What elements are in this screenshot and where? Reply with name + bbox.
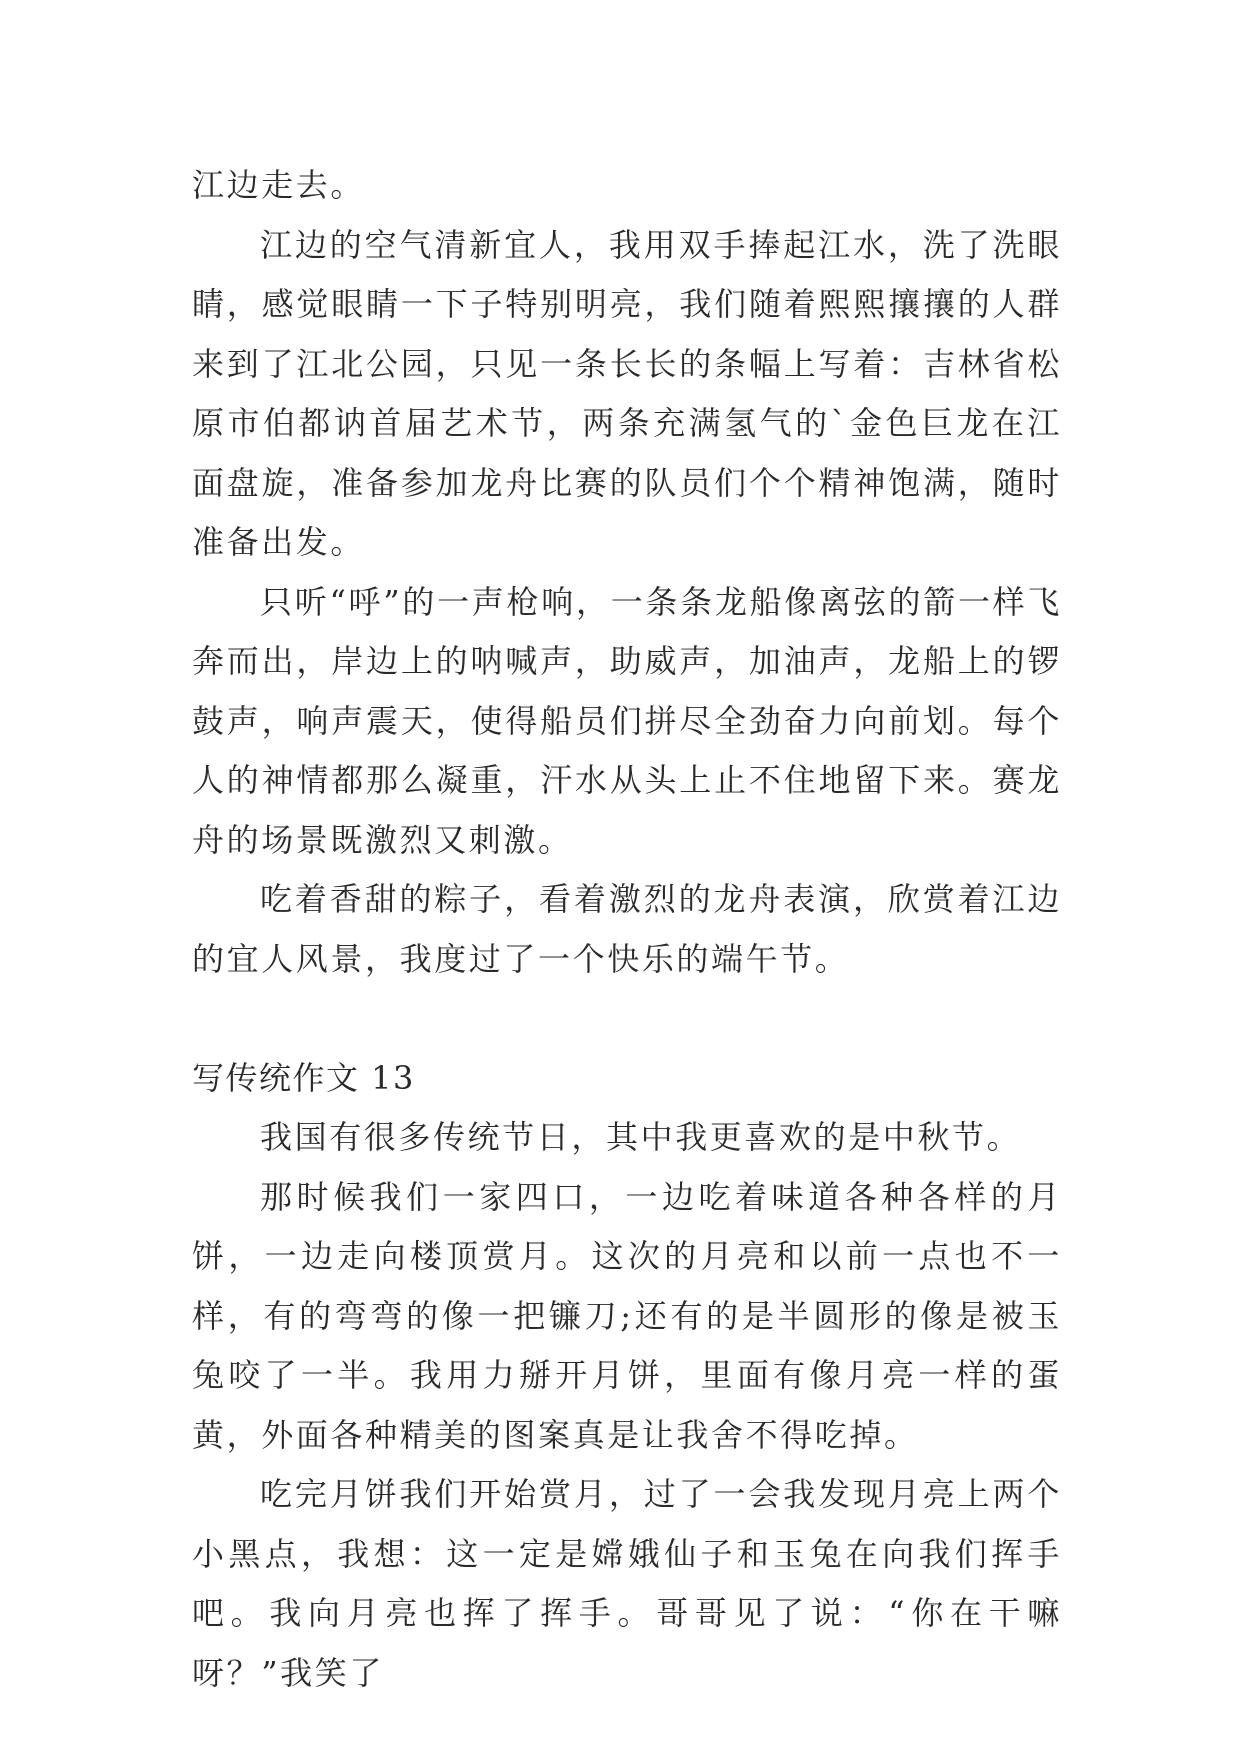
paragraph-dragon-boat-race: 只听“呼”的一声枪响，一条条龙船像离弦的箭一样飞奔而出，岸边上的呐喊声，助威声，加油声，龙船上的锣鼓声，响声震天，使得船员们拼尽全劲奋力向前划。每个人的神情都那么凝重，汗水从头上止不住地留下来。赛龙舟的场景既激烈又刺激。 xyxy=(192,582,1062,859)
paragraph-mooncake: 那时候我们一家四口，一边吃着味道各种各样的月饼，一边走向楼顶赏月。这次的月亮和以前一点也不一样，有的弯弯的像一把镰刀;还有的是半圆形的像是被玉兔咬了一半。我用力掰开月饼，里面有像月亮一样的蛋黄，外面各种精美的图案真是让我舍不得吃掉。 xyxy=(192,1177,1062,1454)
paragraph-mid-autumn-intro: 我国有很多传统节日，其中我更喜欢的是中秋节。 xyxy=(260,1118,1022,1156)
document-body xyxy=(192,156,1062,1703)
paragraph-moon-viewing: 吃完月饼我们开始赏月，过了一会我发现月亮上两个小黑点，我想：这一定是嫦娥仙子和玉兔在向我们挥手吧。我向月亮也挥了挥手。哥哥见了说：“你在干嘛呀？”我笑了 xyxy=(192,1475,1062,1692)
paragraph-continuation: 江边走去。 xyxy=(192,166,366,204)
section-title: 写传统作文 13 xyxy=(192,1058,415,1097)
paragraph-river-scene: 江边的空气清新宜人，我用双手捧起江水，洗了洗眼睛，感觉眼睛一下子特别明亮，我们随着熙熙攘攘的人群来到了江北公园，只见一条长长的条幅上写着：吉林省松原市伯都讷首届艺术节，两条充满氢气的`金色巨龙在江面盘旋，准备参加龙舟比赛的队员们个个精神饱满，随时准备出发。 xyxy=(192,225,1062,561)
paragraph-dragon-boat-ending: 吃着香甜的粽子，看着激烈的龙舟表演，欣赏着江边的宜人风景，我度过了一个快乐的端午节。 xyxy=(192,880,1062,978)
